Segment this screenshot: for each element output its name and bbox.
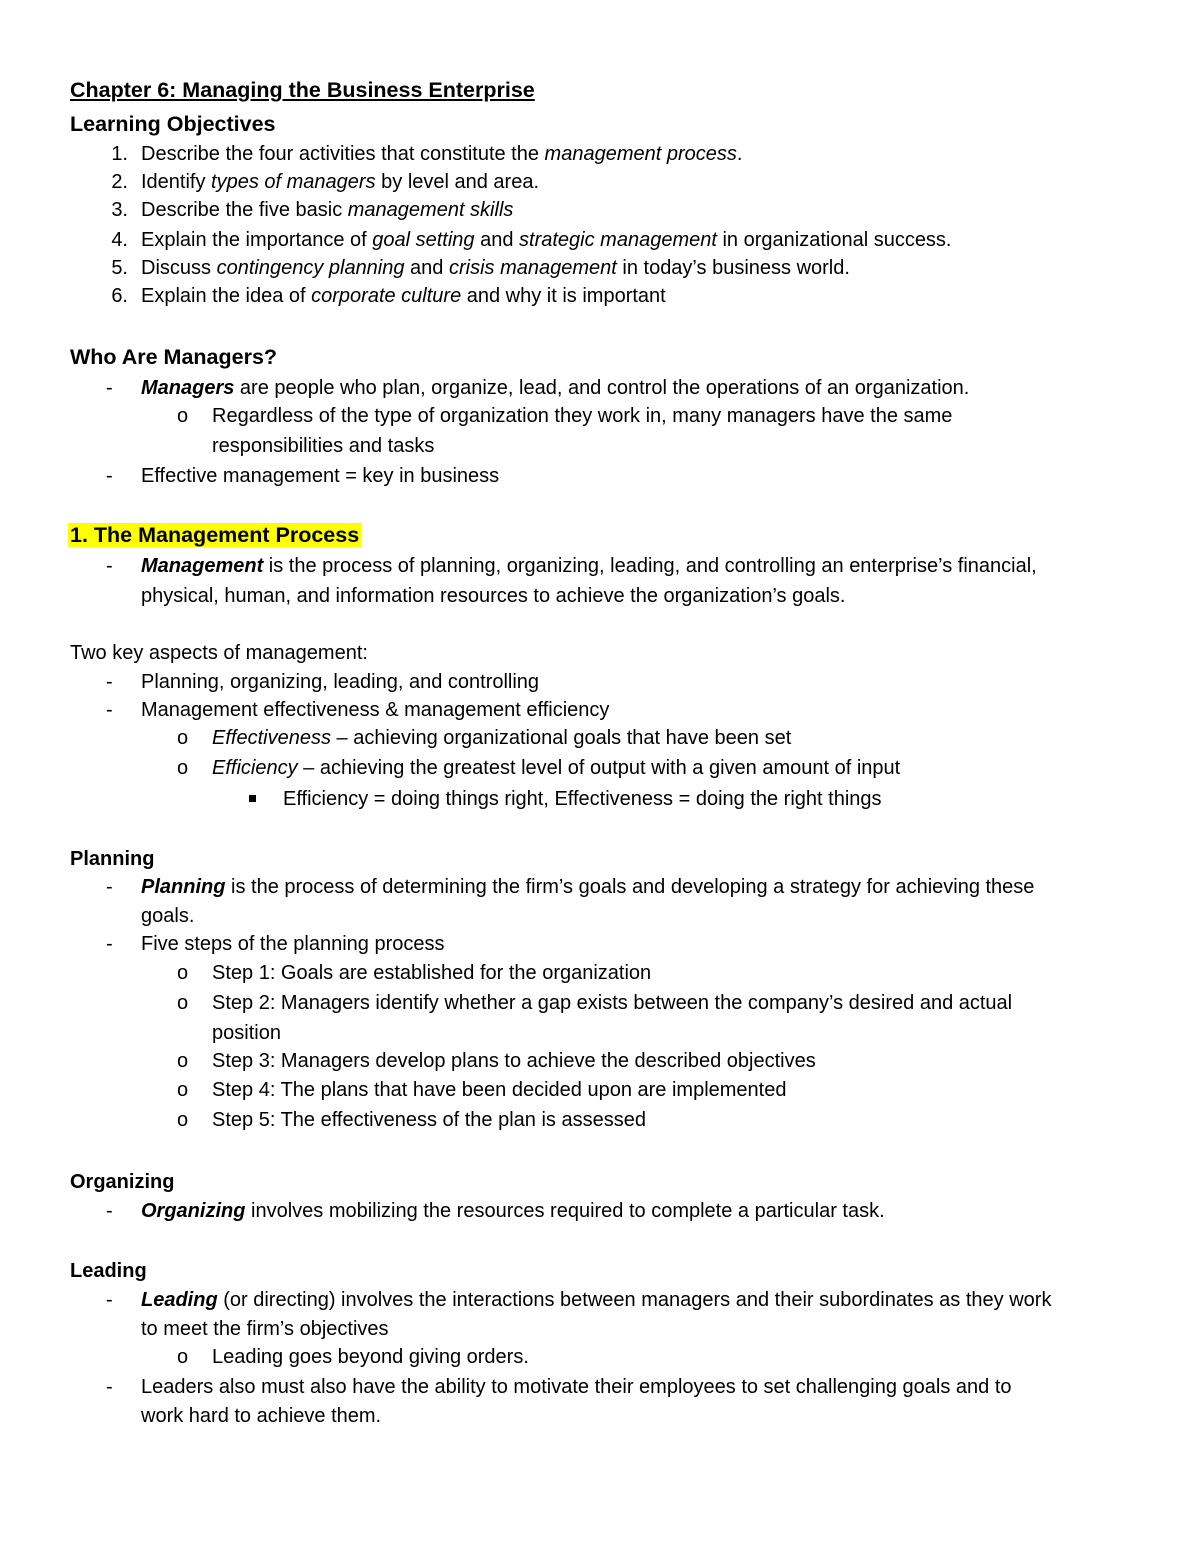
list-item-continuation: to meet the firm’s objectives	[141, 1318, 389, 1340]
square-bullet-icon	[249, 795, 256, 802]
learning-objectives-heading: Learning Objectives	[70, 112, 276, 136]
who-are-managers-heading: Who Are Managers?	[70, 345, 278, 369]
planning-heading: Planning	[70, 848, 155, 870]
management-process-heading: 1. The Management Process	[70, 523, 360, 547]
list-item-continuation: responsibilities and tasks	[212, 435, 435, 457]
list-item-continuation: work hard to achieve them.	[141, 1405, 382, 1427]
leading-heading: Leading	[70, 1260, 147, 1282]
aspects-intro: Two key aspects of management:	[70, 642, 368, 664]
list-item-continuation: position	[212, 1022, 281, 1044]
document-page: Chapter 6: Managing the Business Enterprise Learning Objectives 1. Describe the four activities that constitute the management process. 2. Identify types of managers by level and area. 3. Describe the five basic management skills 4. Explain the importance of goal setting and strategic management in organizational success. 5. Discuss contingency planning and crisis management in today’s business world. 6. Explain the idea of corporate culture and why it is important Who Are Managers? - Managers are people who plan, organize, lead, and control the operations of an organization. o Regardless of the type of organization they work in, many managers have the same responsibilities and tasks - Effective management = key in business 1. The Management Process - Management is the process of planning, organizing, leading, and controlling an enterprise’s financial, physical, human, and information resources to achieve the organization’s goals. Two key aspects of management: - Planning, organizing, leading, and controlling - Management effectiveness & management efficiency o Effectiveness – achieving organizational goals that have been set o Efficiency – achieving the greatest level of output with a given amount of input Efficiency = doing things right, Effectiveness = doing the right things Planning - Planning is the process of determining the firm’s goals and developing a strategy for achieving these goals. - Five steps of the planning process o Step 1: Goals are established for the organization o Step 2: Managers identify whether a gap exists between the company’s desired and actual position o Step 3: Managers develop plans to achieve the described objectives o Step 4: The plans that have been decided upon are implemented o Step 5: The effectiveness of the plan is assessed Organizing - Organizing involves mobilizing the resources required to complete a particular task. Leading - Leading (or directing) involves the interactions between managers and their subordinates as they work to meet the firm’s objectives o Leading goes beyond giving orders. - Leaders also must also have the ability to motivate their employees to set challenging goals and to work hard to achieve them.	[70, 78, 1052, 1427]
organizing-heading: Organizing	[70, 1171, 175, 1193]
list-item-continuation: goals.	[141, 905, 195, 927]
list-item-continuation: physical, human, and information resources to achieve the organization’s goals.	[141, 585, 846, 607]
page-title: Chapter 6: Managing the Business Enterprise	[70, 78, 535, 102]
